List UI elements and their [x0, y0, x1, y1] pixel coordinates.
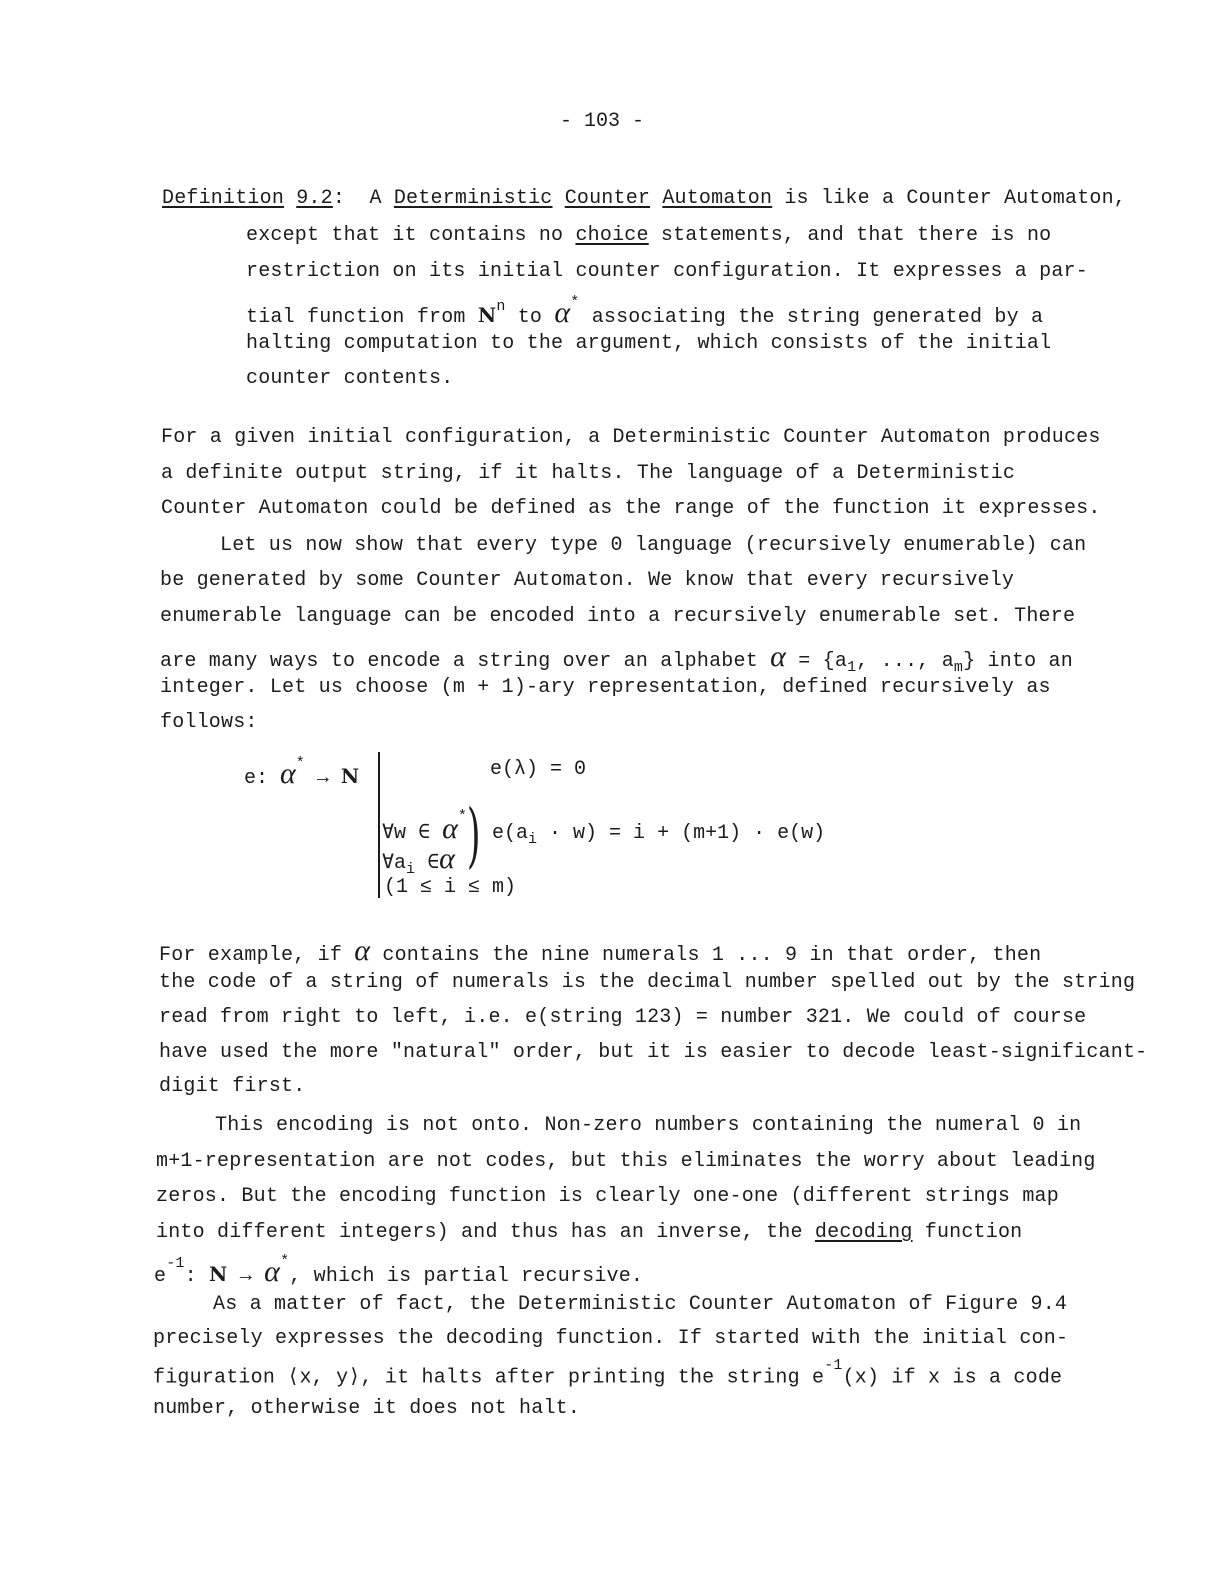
paragraph-text: : [184, 1265, 197, 1288]
alphabet-symbol: α [770, 640, 787, 673]
subscript-1: 1 [847, 659, 857, 676]
paragraph-line: a definite output string, if it halts. The language of a Deterministic [161, 462, 1016, 485]
paragraph-line: integer. Let us choose (m + 1)-ary representation, defined recursively as [160, 676, 1051, 699]
kleene-star: * [570, 294, 580, 312]
paragraph-text: , which is partial recursive. [289, 1265, 644, 1288]
set-text: } [963, 650, 976, 673]
alphabet-set [798, 650, 976, 676]
definition-text: tial function from [246, 306, 466, 329]
element-of: ∈ [427, 852, 440, 875]
paragraph-line: This encoding is not onto. Non-zero numbers containing the numeral 0 in [215, 1114, 1082, 1137]
paragraph-text: are many ways to encode a string over an alphabet [160, 650, 758, 673]
definition-text: is like a Counter Automaton, [784, 187, 1127, 210]
paragraph-line: zeros. But the encoding function is clearly one-one (different strings map [156, 1185, 1059, 1208]
recursive-text: e(a [492, 822, 529, 845]
paragraph-text: figuration ⟨x, y⟩, it halts after printing the string e [153, 1366, 825, 1390]
paragraph-line [153, 1357, 1063, 1390]
definition-text: to [517, 306, 543, 329]
quantifier-text: ∀a [382, 852, 407, 875]
alphabet-symbol: α [280, 757, 296, 790]
paragraph-text: into an [987, 650, 1073, 673]
forall-w [382, 808, 467, 846]
definition-line-4 [246, 296, 1043, 330]
alphabet-symbol: α [439, 842, 455, 875]
paragraph-line: the code of a string of numerals is the decimal number spelled out by the string [159, 971, 1136, 994]
quantifier-text: ∀w ∈ [382, 822, 431, 845]
paragraph-line [154, 1255, 643, 1289]
formula-e: e: [244, 767, 269, 790]
paragraph-line: Let us now show that every type 0 language (recursively enumerable) can [220, 534, 1087, 557]
subscript-i: i [406, 861, 416, 878]
set-text: = {a [798, 650, 848, 673]
paragraph-line: As a matter of fact, the Deterministic Counter Automaton of Figure 9.4 [213, 1293, 1068, 1316]
recursive-case [492, 822, 825, 848]
paragraph-text: For example, if [159, 944, 343, 967]
alphabet-symbol: α [354, 934, 371, 967]
paragraph-line [159, 934, 1041, 968]
paragraph-line: read from right to left, i.e. e(string 123) = number 321. We could of course [159, 1006, 1087, 1029]
alphabet-symbol: α [554, 296, 571, 329]
definition-text: associating the string generated by a [591, 306, 1044, 329]
arrow-icon: → [316, 767, 329, 790]
inverse-e: e [154, 1265, 167, 1288]
paragraph-line: Counter Automaton could be defined as the range of the function it expresses. [161, 497, 1101, 520]
definition-label: Definition [162, 187, 285, 210]
naturals-symbol: N [477, 303, 497, 327]
formula-lhs [244, 757, 359, 791]
alphabet-symbol: α [442, 812, 458, 845]
paragraph-line: number, otherwise it does not halt. [153, 1397, 581, 1420]
page-number: - 103 - [560, 110, 645, 133]
paragraph-line: m+1-representation are not codes, but this eliminates the worry about leading [156, 1150, 1096, 1173]
recursive-text: · w) = i + (m+1) · e(w) [549, 822, 826, 845]
kleene-star: * [457, 808, 467, 826]
forall-a [382, 842, 455, 878]
inverse-exponent: -1 [166, 1255, 185, 1273]
kleene-star: * [295, 755, 305, 773]
paragraph-line: have used the more "natural" order, but it is easier to decode least-significant- [159, 1041, 1148, 1064]
paragraph-text: (x) if x is a code [842, 1366, 1063, 1390]
definition-line-3: restriction on its initial counter configuration. It expresses a par- [246, 260, 1088, 283]
set-text: , ..., a [856, 650, 954, 673]
definition-number: 9.2 [296, 187, 333, 210]
term-choice: choice [575, 224, 649, 247]
kleene-star: * [280, 1253, 290, 1271]
paragraph-line: precisely expresses the decoding function. If started with the initial con- [153, 1327, 1069, 1350]
alphabet-symbol: α [264, 1255, 281, 1288]
term-automaton: Automaton [662, 187, 773, 210]
naturals-symbol: N [340, 764, 360, 788]
definition-line-6: counter contents. [246, 367, 454, 390]
paragraph-line: For a given initial configuration, a Deterministic Counter Automaton produces [161, 426, 1101, 449]
definition-text: statements, and that there is no [660, 224, 1052, 247]
paragraph-line [156, 1221, 1022, 1244]
definition-line-1 [162, 187, 1126, 210]
term-deterministic: Deterministic [393, 187, 553, 210]
definition-line-2 [246, 224, 1051, 247]
case-bar [378, 752, 380, 898]
paragraph-line: digit first. [159, 1075, 306, 1098]
subscript-m: m [953, 659, 964, 676]
term-counter: Counter [564, 187, 651, 210]
right-paren: ) [466, 794, 481, 876]
paragraph-text: contains the nine numerals 1 ... 9 in that order, then [382, 944, 1042, 967]
definition-line-5: halting computation to the argument, which consists of the initial [246, 332, 1052, 355]
inverse-exponent: -1 [824, 1357, 843, 1374]
subscript-i: i [528, 831, 538, 848]
paragraph-line: follows: [160, 711, 258, 734]
arrow-icon: → [239, 1265, 252, 1288]
index-range: (1 ≤ i ≤ m) [384, 876, 517, 899]
base-case: e(λ) = 0 [490, 758, 587, 781]
definition-text: A [369, 187, 382, 210]
exponent-n: n [496, 298, 506, 316]
paragraph-line: enumerable language can be encoded into a recursively enumerable set. There [160, 605, 1076, 628]
paragraph-line: be generated by some Counter Automaton. We know that every recursively [160, 569, 1015, 592]
paragraph-text: into different integers) and thus has an inverse, the [156, 1221, 803, 1244]
naturals-symbol: N [209, 1262, 228, 1286]
definition-colon: : [332, 187, 346, 210]
paragraph-line [160, 640, 1073, 676]
paragraph-text: function [924, 1221, 1023, 1244]
definition-text: except that it contains no [246, 224, 564, 247]
term-decoding: decoding [814, 1221, 913, 1244]
